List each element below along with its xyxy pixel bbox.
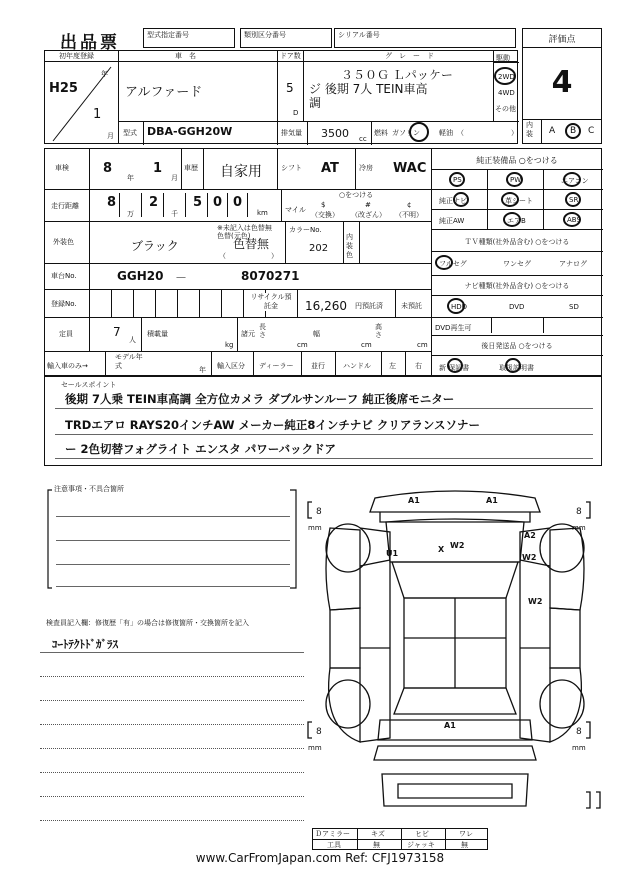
sen-unit: 千 <box>171 210 178 218</box>
drive-4wd: 4WD <box>498 89 515 97</box>
score-value: 4 <box>551 65 573 100</box>
later-manual-circle <box>505 358 521 373</box>
serial-label: シリアル番号 <box>338 31 380 39</box>
month-unit: 月 <box>107 132 114 140</box>
sales-points-box <box>44 376 602 466</box>
first-reg-label: 初年度登録 <box>59 52 94 60</box>
drive-2wd: 2WD <box>498 73 515 81</box>
recycle-value: 16,260 <box>305 299 347 313</box>
ext-color: ブラック <box>131 239 179 253</box>
chassis-label: 車台No. <box>51 272 77 280</box>
first-reg-year: H25 <box>49 81 78 96</box>
chassis-prefix: GGH20 <box>117 269 164 283</box>
equip-aw: 純正AW <box>439 217 465 225</box>
mileage-digit: 2 <box>149 195 159 210</box>
load-unit: kg <box>225 341 234 349</box>
equip-pw-circle <box>506 172 523 187</box>
tv-fullseg-circle <box>435 255 453 270</box>
height-label: 高さ <box>375 323 382 339</box>
score-label: 評価点 <box>548 35 576 45</box>
color-no: 202 <box>309 243 329 254</box>
damage-mark: A2 <box>524 531 536 540</box>
handle-label: ハンドル <box>343 362 371 370</box>
caution-label: 注意事項・不具合箇所 <box>54 485 124 493</box>
legend-cell: ジャッキ <box>407 841 435 849</box>
equip-airbag: エアB <box>507 217 526 225</box>
damage-mark: X <box>438 545 445 554</box>
interior-label: 内装 <box>526 121 533 138</box>
mileage-opts-title: ○をつける <box>339 191 374 199</box>
opt-unknown-mark: ¢ <box>407 201 412 209</box>
drive-other: その他 <box>495 105 516 113</box>
navi-sd: SD <box>569 303 579 311</box>
km-unit: km <box>257 209 268 217</box>
height-unit: cm <box>417 341 428 349</box>
mileage-digit: 0 <box>213 195 223 210</box>
chassis-no: 8070271 <box>241 269 300 283</box>
inspect-year-unit: 年 <box>127 174 134 182</box>
length-label: 長さ <box>259 323 266 339</box>
equip-abs-circle <box>563 212 581 227</box>
mileage-label: 走行距離 <box>51 202 79 210</box>
dealer-label: ディーラー <box>259 362 294 370</box>
sheet-title: 出品票 <box>60 33 120 53</box>
import-cat-label: 輸入区分 <box>217 362 245 370</box>
inspect-month-unit: 月 <box>171 174 178 182</box>
navi-dvd: DVD <box>509 303 525 311</box>
model-year-label: モデル年式 <box>115 353 143 370</box>
mm-unit: mm <box>308 744 322 752</box>
man-unit: 万 <box>127 210 134 218</box>
mm-unit: mm <box>572 744 586 752</box>
sales-point-line: 後期 7人乗 TEIN車高調 全方位カメラ ダブルサンルーフ 純正後席モニター <box>65 392 455 406</box>
recycle-label: リサイクル預託金 <box>250 293 292 310</box>
opt-tamper-mark: # <box>365 201 371 209</box>
inspector-label: 検査員記入欄：修復歴「有」の場合は修復箇所・交換箇所を記入 <box>46 619 249 627</box>
grade-text <box>309 68 453 110</box>
shift-value: AT <box>321 161 339 176</box>
navi-hdd: HDD <box>451 303 468 311</box>
dvd-label: DVD再生可 <box>435 324 472 332</box>
interior-a: A <box>549 126 556 136</box>
drive-label: 駆動 <box>496 54 510 62</box>
legend-table <box>312 828 488 850</box>
import-label: 輸入車のみ→ <box>47 362 88 370</box>
capacity-value: 7 <box>113 325 121 339</box>
interior-c: C <box>588 126 595 136</box>
grade-label: グ レ ー ド <box>385 52 434 60</box>
tire-front-right: 8 <box>576 507 582 517</box>
width-unit: cm <box>361 341 372 349</box>
class-no-label: 類別区分番号 <box>244 31 286 39</box>
year-unit: 年 <box>101 70 108 78</box>
interior-b-circle <box>565 123 581 139</box>
tv-oneseg: ワンセグ <box>503 260 531 268</box>
navi-title: ナビ種類(社外品含む) ○をつける <box>464 282 570 290</box>
door-count: 5 <box>286 81 294 95</box>
ac-value: WAC <box>393 161 427 176</box>
grade-line-2: ジ 後期 7人 TEIN車高 <box>309 82 428 96</box>
legend-header: キズ <box>371 830 385 838</box>
sales-point-line: ー 2色切替フォグライト エンスタ パワーバックドア <box>65 442 336 456</box>
damage-mark: W2 <box>522 553 537 562</box>
equipment-title: 純正装備品 ○をつける <box>476 156 558 165</box>
equip-sr: SR <box>569 196 579 204</box>
legend-header: ヒビ <box>415 830 429 838</box>
disp-value: 3500 <box>321 127 349 140</box>
paren-open: （ <box>219 252 226 260</box>
model-label: 型式 <box>123 129 137 137</box>
repaint-label: 色替(元色) <box>217 232 251 240</box>
damage-mark: W2 <box>528 597 543 606</box>
fuel-label: 燃料 <box>374 129 388 137</box>
equipment-column <box>431 149 603 377</box>
recycle-not: 未預託 <box>401 302 422 310</box>
damage-mark: A1 <box>486 496 498 505</box>
later-title: 後日発送品 ○をつける <box>481 342 553 350</box>
damage-mark: A1 <box>408 496 420 505</box>
legend-cell: 無 <box>461 841 468 849</box>
shift-label: シフト <box>281 164 302 172</box>
later-warranty-circle <box>447 358 463 373</box>
equip-ps: PS <box>453 176 462 184</box>
car-damage-diagram <box>300 488 610 828</box>
right-label: 右 <box>415 362 422 370</box>
equip-navi-circle <box>453 192 469 207</box>
watermark: www.CarFromJapan.com Ref: CFJ1973158 <box>195 851 445 865</box>
equip-ps-circle <box>449 172 465 187</box>
inspector-note: ｺｰﾄﾃｸﾄﾄﾞｶﾞﾗｽ <box>52 638 118 651</box>
later-warranty: 新 保証書 <box>439 364 470 372</box>
chassis-dash: － <box>175 271 188 285</box>
ext-color-label: 外装色 <box>53 238 74 246</box>
legend-header: Ｄアミラー <box>315 830 350 838</box>
equip-pw: PW <box>510 176 522 184</box>
parallel-label: 並行 <box>311 362 325 370</box>
drive-2wd-circle <box>494 67 516 85</box>
inspect-label: 車検 <box>55 164 69 172</box>
mile-label: マイル <box>285 206 306 214</box>
tv-title: ＴＶ種類(社外品含む) ○をつける <box>464 238 570 246</box>
recycle-unit: 円預託済 <box>355 302 383 310</box>
equip-leather-circle <box>501 192 519 207</box>
reg-label: 登録No. <box>51 300 77 308</box>
serial-box <box>334 28 516 48</box>
width-label: 幅 <box>313 330 320 338</box>
disp-unit: cc <box>359 135 367 143</box>
equip-airbag-circle <box>503 212 521 227</box>
history-label: 車歴 <box>184 164 198 172</box>
opt-swap-label: （交換） <box>311 211 339 219</box>
model-code: DBA-GGH20W <box>147 125 233 138</box>
inspect-year: 8 <box>103 161 113 176</box>
damage-mark: W2 <box>450 541 465 550</box>
grade-line-3: 調 <box>309 96 322 110</box>
legend-cell: 工具 <box>327 841 341 849</box>
opt-swap-mark: $ <box>321 201 326 209</box>
fuel-gasoline: ガソリン <box>392 129 420 137</box>
door-label: ドア数 <box>280 52 301 60</box>
door-suffix: D <box>293 109 299 117</box>
first-reg-month: 1 <box>93 107 102 122</box>
load-label: 積載量 <box>147 330 168 338</box>
damage-mark: A1 <box>444 721 456 730</box>
equip-sr-circle <box>565 192 581 207</box>
equip-aircon-circle <box>563 172 581 187</box>
int-color-label: 内装色 <box>346 233 353 259</box>
ac-label: 冷房 <box>359 164 373 172</box>
opt-unknown-label: （不明） <box>395 211 423 219</box>
damage-mark: U1 <box>386 549 399 558</box>
equip-navi: 純正ナビ <box>439 197 467 205</box>
mileage-digit: 0 <box>233 195 243 210</box>
opt-tamper-label: （改ざん） <box>351 211 386 219</box>
disp-label: 排気量 <box>281 129 302 137</box>
legend-header: ワレ <box>459 830 473 838</box>
equip-abs: ABS <box>567 216 581 224</box>
import-year-unit: 年 <box>199 366 206 374</box>
class-no-box <box>240 28 332 48</box>
mileage-digit: 8 <box>107 195 117 210</box>
grade-line-1: ３５０Ｇ Ｌパッケー <box>341 68 453 82</box>
car-name: アルファード <box>125 85 203 100</box>
navi-hdd-circle <box>447 298 468 314</box>
inspect-month: 1 <box>153 161 163 176</box>
fuel-gasoline-circle <box>409 122 429 142</box>
interior-b: B <box>570 126 577 136</box>
tire-rear-right: 8 <box>576 727 582 737</box>
vehicle-basic-box: 初年度登録 車 名 ドア数 グ レ ー ド 駆動 H25 年 1 月 アルファード 型式 DBA-GGH20W 5 D ３５０Ｇ Ｌパッケー ジ 後期 7人 TEIN車高 調 2WD 4WD その他 排気量 3500 cc 燃料 ガソリン 軽油 （ ） <box>44 50 518 144</box>
sales-points-label: セールスポイント <box>61 381 117 389</box>
repaint-value: 色替無 <box>233 237 270 251</box>
tv-analog: アナログ <box>559 260 587 268</box>
capacity-label: 定員 <box>59 330 73 338</box>
repaint-note: ※未記入は色替無 <box>217 224 272 232</box>
equip-leather: 革シート <box>505 197 533 205</box>
capacity-unit: 人 <box>129 336 136 344</box>
tire-front-left: 8 <box>316 507 322 517</box>
fuel-light-oil: 軽油 <box>439 129 453 137</box>
later-manual: 取扱説明書 <box>499 364 534 372</box>
sales-point-line: TRDエアロ RAYS20インチAW メーカー純正8インチナビ クリアランスソナー <box>65 418 481 432</box>
tire-rear-left: 8 <box>316 727 322 737</box>
specs-box <box>44 148 602 376</box>
dims-label: 諸元 <box>241 330 255 338</box>
history-value: 自家用 <box>220 164 262 180</box>
length-unit: cm <box>297 341 308 349</box>
left-label: 左 <box>389 362 396 370</box>
equip-aircon: エアコン <box>561 177 589 185</box>
mm-unit: mm <box>572 524 586 532</box>
mm-unit: mm <box>308 524 322 532</box>
tv-fullseg: フルセグ <box>439 260 467 268</box>
car-name-label: 車 名 <box>175 52 196 60</box>
mileage-digit: 5 <box>193 195 203 210</box>
form-no-box <box>143 28 235 48</box>
form-no-label: 型式指定番号 <box>147 31 189 39</box>
legend-cell: 無 <box>373 841 380 849</box>
paren-close: ） <box>271 252 278 260</box>
color-no-label: カラーNo. <box>289 226 322 234</box>
score-box <box>522 28 602 144</box>
caution-area <box>46 484 306 594</box>
